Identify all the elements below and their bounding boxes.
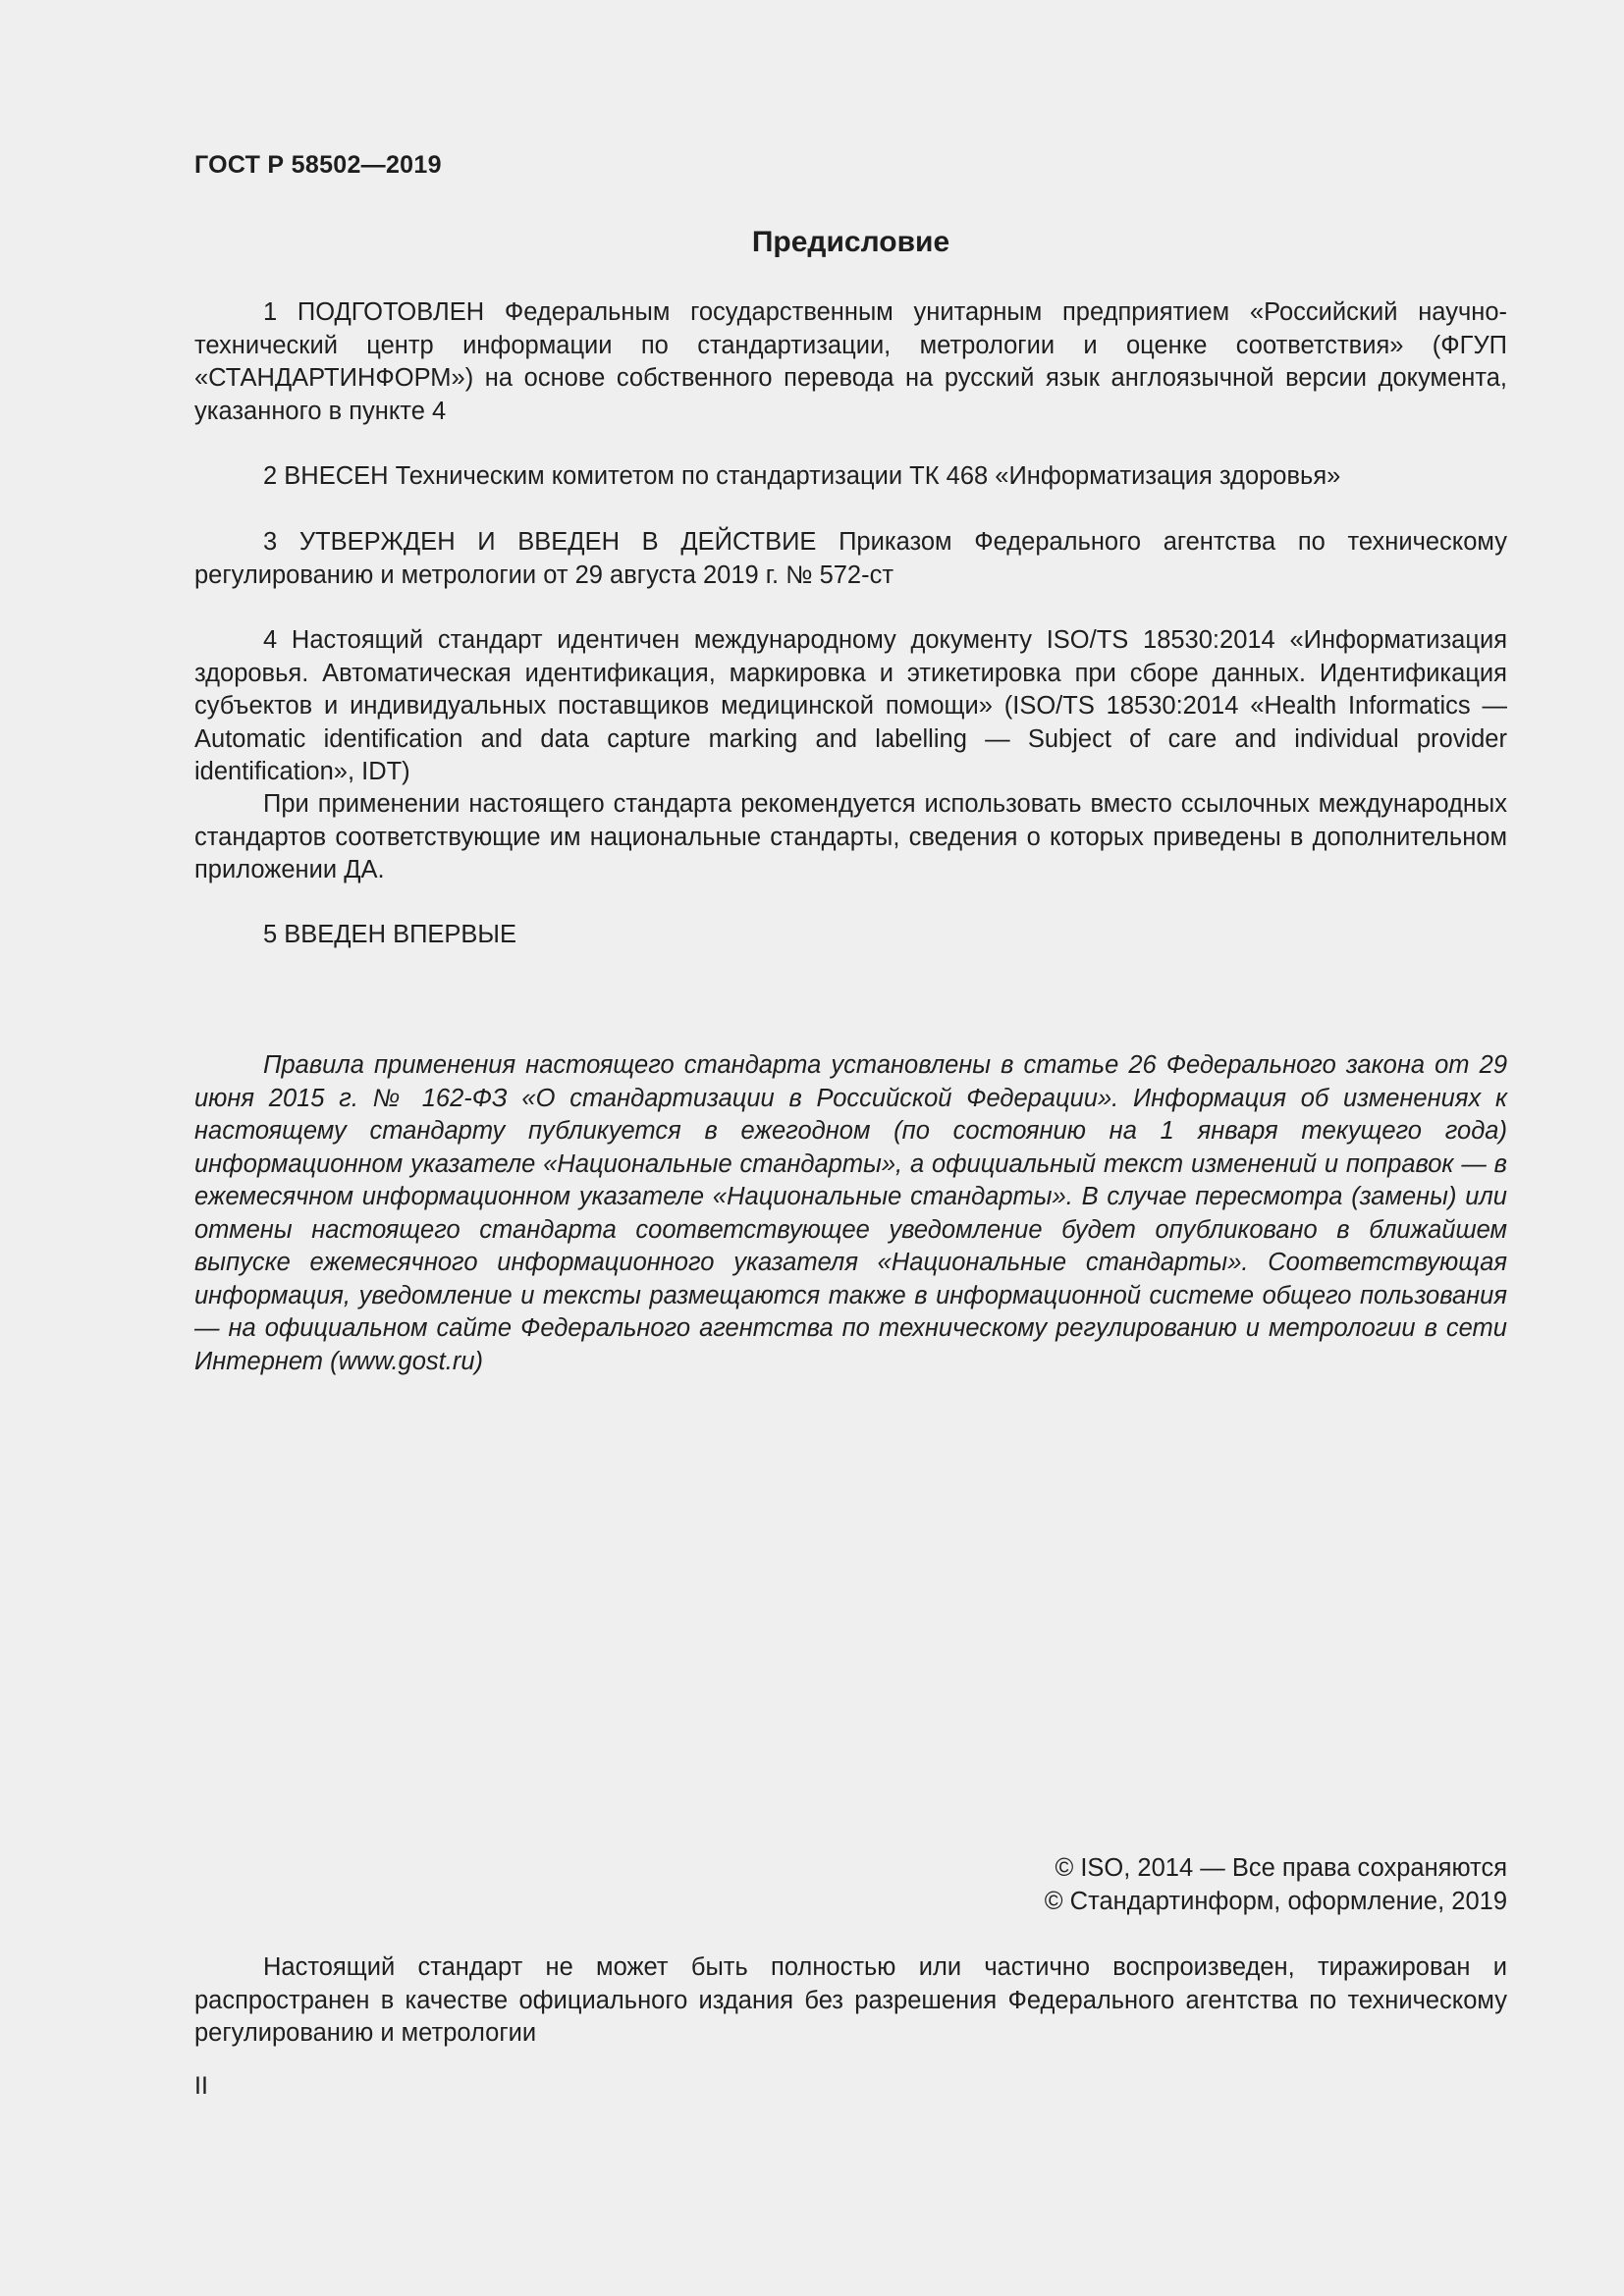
paragraph-first-introduced: 5 ВВЕДЕН ВПЕРВЫЕ bbox=[263, 921, 517, 948]
paragraph-approved: 3 УТВЕРЖДЕН И ВВЕДЕН В ДЕЙСТВИЕ Приказом Федерального агентства по техническому регулированию и метрологии от 29 августа 2019 г. № 572-ст bbox=[194, 528, 1507, 589]
document-page bbox=[194, 0, 1507, 2296]
paragraph-national-standards: При применении настоящего стандарта рекомендуется использовать вместо ссылочных международных стандартов соответствующие им национальные стандарты, сведения о которых приведены в дополнительном приложении ДА. bbox=[194, 790, 1507, 883]
rules-notice: Правила применения настоящего стандарта установлены в статье 26 Федерального закона от 29 июня 2015 г. № 162-ФЗ «О стандартизации в Российской Федерации». Информация об изменениях к настоящему стандарту публикуется в ежегодном (по состоянию на 1 января текущего года) информационном указателе «Национальные стандарты», а официальный текст изменений и поправок — в ежемесячном информационном указателе «Национальные стандарты». В случае пересмотра (замены) или отмены настоящего стандарта соответствующее уведомление будет опубликовано в ближайшем выпуске ежемесячного информационного указателя «Национальные стандарты». Соответствующая информация, уведомление и тексты размещаются также в информационной системе общего пользования — на официальном сайте Федерального агентства по техническому регулированию и метрологии в сети Интернет (www.gost.ru) bbox=[194, 1051, 1507, 1375]
paragraph-identity: 4 Настоящий стандарт идентичен международному документу ISO/TS 18530:2014 «Информатизация здоровья. Автоматическая идентификация, маркировка и этикетировка при сборе данных. Идентификация субъектов и индивидуальных поставщиков медицинской помощи» (ISO/TS 18530:2014 «Health Informatics — Automatic identification and data capture marking and labelling — Subject of care and individual provider identification», IDT) bbox=[194, 626, 1507, 785]
page-number: II bbox=[194, 2072, 208, 2100]
paragraph-prepared-by: 1 ПОДГОТОВЛЕН Федеральным государственным унитарным предприятием «Российский научно-технический центр информации по стандартизации, метрологии и оценке соответствия» (ФГУП «СТАНДАРТИНФОРМ») на основе собственного перевода на русский язык англоязычной версии документа, указанного в пункте 4 bbox=[194, 298, 1507, 425]
reproduction-notice: Настоящий стандарт не может быть полностью или частично воспроизведен, тиражирован и распространен в качестве официального издания без разрешения Федерального агентства по техническому регулированию и метрологии bbox=[194, 1953, 1507, 2047]
paragraph-introduced-by: 2 ВНЕСЕН Техническим комитетом по стандартизации ТК 468 «Информатизация здоровья» bbox=[263, 462, 1341, 490]
document-code: ГОСТ Р 58502—2019 bbox=[194, 151, 442, 179]
copyright-standartinform: © Стандартинформ, оформление, 2019 bbox=[1044, 1888, 1507, 1915]
copyright-iso: © ISO, 2014 — Все права сохраняются bbox=[1055, 1854, 1507, 1882]
page-title: Предисловие bbox=[751, 226, 950, 258]
